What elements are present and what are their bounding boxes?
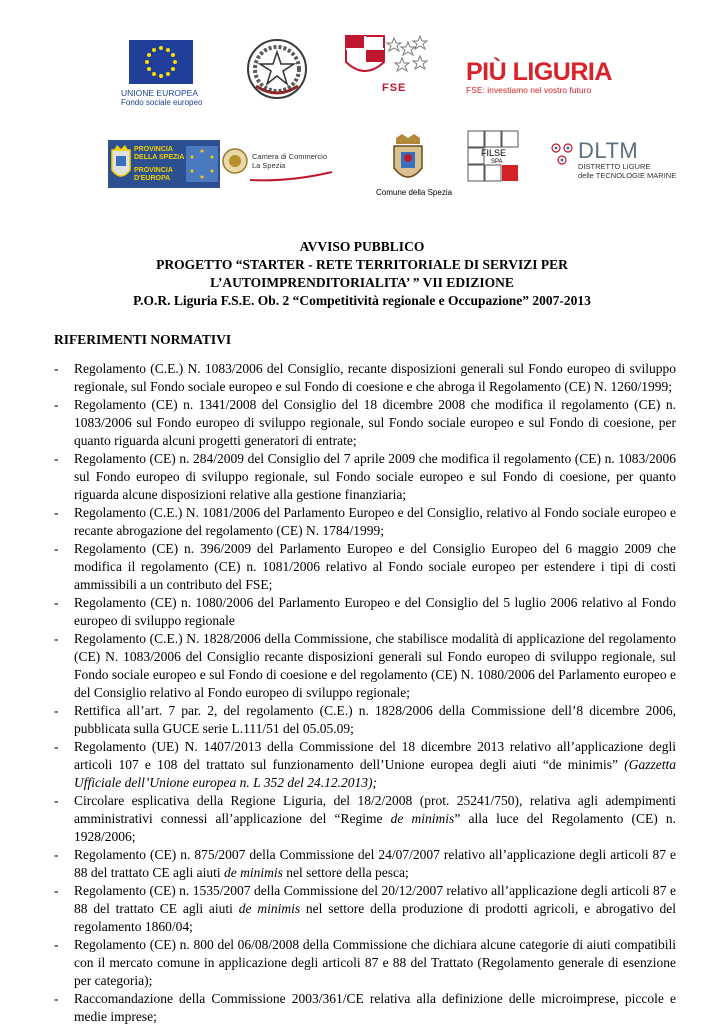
list-item (54, 792, 676, 846)
eu-logo-line1: UNIONE EUROPEA (121, 88, 198, 98)
list-bullet: - (54, 991, 59, 1006)
list-bullet: - (54, 793, 59, 808)
list-item-text (74, 702, 676, 738)
list-item-text (74, 396, 676, 450)
text-segment: Rettifica all’art. 7 par. 2, del regolamento (C.E.) n. 1828/2006 della Commissione dell’8 dicembre 2006, pubblicata sulla GUCE serie L.111/51 del 05.05.09; (74, 703, 676, 736)
text-segment: Circolare esplicativa della Regione Liguria, del 18/2/2008 (prot. 25241/750), relativa agli adempimenti amministrativi connessi all’applicazione del “Regime (74, 793, 676, 826)
text-segment: Regolamento (CE) n. 800 del 06/08/2008 della Commissione che dichiara alcune categorie di aiuti compatibili con il mercato comune in applicazione degli articoli 87 e 88 del Trattato (Regolamento generale di esenzione per categoria); (74, 937, 676, 988)
section-heading: RIFERIMENTI NORMATIVI (54, 332, 232, 347)
text-segment: Regolamento (C.E.) N. 1828/2006 della Commissione, che stabilisce modalità di applicazione del regolamento (CE) N. 1083/2006 del Consiglio recante disposizioni generali sul Fondo europeo di sviluppo regionale, sul Fondo sociale europeo e sul Fondo di coesione e del regolamento (CE) N. 1080/2006 del Parlamento europeo e del Consiglio relativo al Fondo europeo di sviluppo regionale; (74, 631, 676, 700)
list-bullet: - (54, 703, 59, 718)
dltm-line2: delle TECNOLOGIE MARINE (578, 171, 677, 180)
list-bullet: - (54, 595, 59, 610)
filse-logo (467, 130, 519, 182)
list-item (54, 882, 676, 936)
doc-title-line1: AVVISO PUBBLICO (299, 239, 425, 254)
comune-crest-icon (388, 134, 428, 186)
list-item-text (74, 504, 676, 540)
camera-commercio-line1: Camera di Commercio (252, 152, 328, 161)
list-item (54, 594, 676, 630)
list-item-text (74, 792, 676, 846)
list-item (54, 504, 676, 540)
text-segment: Regolamento (CE) n. 1341/2008 del Consiglio del 18 dicembre 2008 che modifica il regolamento (CE) n. 1083/2006 sul Fondo europeo di sviluppo regionale, sul Fondo sociale europeo e sul Fondo di coesione, per quanto riguarda alcuni progetti generatori di entrate; (74, 397, 676, 448)
fse-logo-label: FSE (382, 82, 407, 94)
italian-republic-emblem-icon (246, 38, 308, 100)
fse-logo (344, 32, 434, 100)
text-segment: Regolamento (CE) n. 1535/2007 della Commissione del 20/12/2007 relativo all’applicazione degli articoli 87 e 88 del trattato CE agli aiuti (74, 883, 676, 916)
list-item-text (74, 360, 676, 396)
dltm-molecule-icon (548, 140, 576, 168)
list-item (54, 450, 676, 504)
provincia-line3: PROVINCIA (134, 167, 173, 174)
provincia-crest-icon (110, 144, 132, 184)
dltm-logo (548, 138, 688, 182)
list-item (54, 738, 676, 792)
list-item-text (74, 738, 676, 792)
list-bullet: - (54, 739, 59, 754)
list-item (54, 360, 676, 396)
list-item-text (74, 540, 676, 594)
comune-spezia-logo (376, 134, 453, 198)
list-item-text (74, 882, 676, 936)
list-item-text (74, 630, 676, 702)
provincia-line1: PROVINCIA (134, 146, 173, 153)
eu-logo (121, 38, 235, 108)
text-segment: Raccomandazione della Commissione 2003/361/CE relativa alla definizione delle microimprese, piccole e medie imprese; (74, 991, 676, 1024)
filse-line2: SPA (491, 159, 503, 165)
list-item-text (74, 990, 676, 1026)
piu-liguria-logo (466, 58, 612, 98)
provincia-spezia-logo (108, 140, 220, 188)
list-bullet: - (54, 451, 59, 466)
provincia-line2: DELLA SPEZIA (134, 154, 185, 161)
list-item-text (74, 450, 676, 504)
list-item-text (74, 936, 676, 990)
text-segment: Regolamento (UE) N. 1407/2013 della Commissione del 18 dicembre 2013 relativo all’applicazione degli articoli 107 e 108 del trattato sul funzionamento dell’Unione europea degli aiuti “de minimis” (74, 739, 676, 772)
list-bullet: - (54, 541, 59, 556)
text-segment: Regolamento (CE) n. 875/2007 della Commissione del 24/07/2007 relativo all’applicazione degli articoli 87 e 88 del trattato CE agli aiuti (74, 847, 676, 880)
camera-commercio-swoosh-icon (250, 170, 334, 182)
list-bullet: - (54, 505, 59, 520)
eu-logo-line2: Fondo sociale europeo (121, 98, 203, 107)
list-item-text (74, 594, 676, 630)
list-item-text (74, 846, 676, 882)
list-item (54, 702, 676, 738)
list-item (54, 396, 676, 450)
doc-title-line2: PROGETTO “STARTER - RETE TERRITORIALE DI SERVIZI PER (156, 257, 568, 272)
provincia-line4: D'EUROPA (134, 175, 171, 182)
camera-commercio-line2: La Spezia (252, 161, 286, 170)
text-segment: Regolamento (C.E.) N. 1081/2006 del Parlamento Europeo e del Consiglio, relativo al Fondo sociale europeo e recante abrogazione del regolamento (CE) N. 1784/1999; (74, 505, 676, 538)
doc-title-line4: P.O.R. Liguria F.S.E. Ob. 2 “Competitività regionale e Occupazione” 2007-2013 (133, 293, 591, 308)
fse-shield-icon (344, 32, 434, 82)
text-segment: Regolamento (CE) n. 396/2009 del Parlamento Europeo e del Consiglio Europeo del 6 maggio 2009 che modifica il regolamento (CE) n. 1081/2006 relativo al Fondo sociale europeo per estendere i tipi di costi ammissibili a un contributo del FSE; (74, 541, 676, 592)
comune-label: Comune della Spezia (376, 188, 453, 197)
piu-liguria-tagline: FSE: investiamo nel vostro futuro (466, 85, 592, 95)
dltm-title: DLTM (578, 138, 639, 163)
text-segment: nel settore della produzione di prodotti agricoli, e abrogativo del regolamento 1860/04; (74, 901, 676, 934)
filse-line1: FILSE (481, 148, 507, 158)
list-bullet: - (54, 361, 59, 376)
eu-flag-icon (129, 40, 193, 84)
text-segment: Regolamento (CE) n. 1080/2006 del Parlamento Europeo e del Consiglio del 5 luglio 2006 relativo al Fondo europeo di sviluppo regionale (74, 595, 676, 628)
list-item (54, 990, 676, 1026)
list-item (54, 540, 676, 594)
text-segment: ” alla luce del Regolamento (CE) n. 1928/2006; (74, 811, 677, 844)
text-segment: Regolamento (C.E.) N. 1083/2006 del Consiglio, recante disposizioni generali sul Fondo europeo di sviluppo regionale, sul Fondo sociale europeo e sul Fondo di coesione e che abroga il Regolamento (CE) N. 1260/1999; (74, 361, 676, 394)
list-bullet: - (54, 631, 59, 646)
camera-commercio-seal-icon (222, 148, 248, 174)
italic-text: de minimis (223, 865, 283, 880)
italic-text: de minimis (238, 901, 301, 916)
piu-liguria-title: PIÙ LIGURIA (466, 58, 612, 86)
list-item (54, 936, 676, 990)
dltm-line1: DISTRETTO LIGURE (578, 162, 651, 171)
list-bullet: - (54, 397, 59, 412)
list-item (54, 630, 676, 702)
list-bullet: - (54, 847, 59, 862)
list-bullet: - (54, 883, 59, 898)
list-item (54, 846, 676, 882)
camera-commercio-logo (222, 144, 334, 184)
list-bullet: - (54, 937, 59, 952)
provincia-europe-icon (186, 146, 218, 182)
references-list (54, 360, 676, 1026)
italic-text: (Gazzetta Ufficiale dell’Unione europea n. L 352 del 24.12.2013); (74, 757, 676, 790)
text-segment: Regolamento (CE) n. 284/2009 del Consiglio del 7 aprile 2009 che modifica il regolamento (CE) n. 1083/2006 sul Fondo europeo di sviluppo regionale, sul Fondo sociale europeo e sul Fondo di coesione, per quanto riguarda alcune disposizioni relative alla gestione finanziaria; (74, 451, 676, 502)
text-segment: nel settore della pesca; (282, 865, 409, 880)
doc-title-line3: L’AUTOIMPRENDITORIALITA’ ” VII EDIZIONE (210, 275, 514, 290)
italic-text: de minimis (390, 811, 455, 826)
